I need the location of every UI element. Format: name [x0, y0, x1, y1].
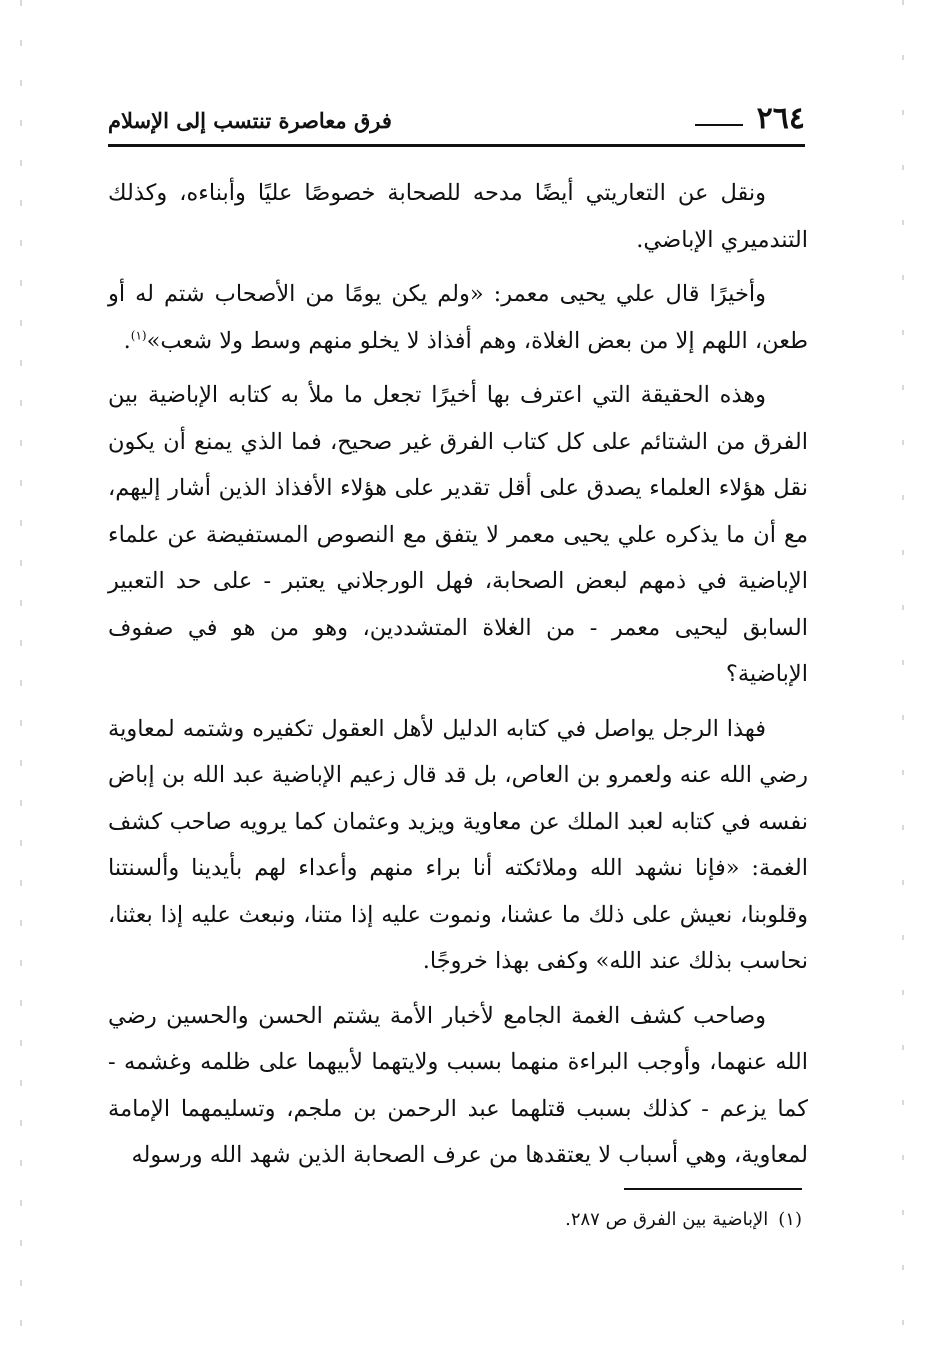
- page-header: [108, 100, 805, 148]
- footnote-rule: [624, 1188, 802, 1190]
- header-rule: [108, 144, 805, 147]
- body-text: [108, 170, 808, 1187]
- paragraph-2-end: .: [123, 327, 131, 354]
- scan-edge-marks: [20, 0, 22, 1358]
- paragraph-2-text: وأخيرًا قال علي يحيى معمر: «ولم يكن يومًا من الأصحاب شتم له أو طعن، اللهم إلا من بعض الغلاة، وهم أفذاذ لا يخلو منهم وسط ولا شعب»: [108, 281, 808, 354]
- footnote-marker: (١): [778, 1209, 802, 1230]
- paragraph-3: وهذه الحقيقة التي اعترف بها أخيرًا تجعل ما ملأ به كتابه الإباضية بين الفرق من الشتائم على كل كتاب الفرق غير صحيح، فما الذي يمنع أن يكون نقل هؤلاء العلماء يصدق على أقل تقدير على هؤلاء الأفذاذ الذين أشار إليهم، مع أن ما يذكره علي يحيى معمر لا يتفق مع النصوص المستفيضة عن علماء الإباضية في ذمهم لبعض الصحابة، فهل الورجلاني يعتبر - على حد التعبير السابق ليحيى معمر - من الغلاة المتشددين، وهو من هو في صفوف الإباضية؟: [108, 382, 808, 687]
- footnote: [152, 1205, 802, 1235]
- paragraph-2: [108, 271, 808, 364]
- page-number: ٢٦٤: [756, 101, 805, 136]
- paragraph-1: ونقل عن التعاريتي أيضًا مدحه للصحابة خصوصًا عليًا وأبناءه، وكذلك التندميري الإباضي.: [108, 180, 808, 253]
- running-title: فرق معاصرة تنتسب إلى الإسلام: [108, 108, 392, 133]
- paragraph-5: وصاحب كشف الغمة الجامع لأخبار الأمة يشتم الحسن والحسين رضي الله عنهما، وأوجب البراءة منهما بسبب ولايتهما لأبيهما على ظلمه وغشمه - كما يزعم - كذلك بسبب قتلهما عبد الرحمن بن ملجم، وتسليمهما الإمامة لمعاوية، وهي أسباب لا يعتقدها من عرف الصحابة الذين شهد الله ورسوله: [108, 1002, 808, 1168]
- footnote-text: الإباضية بين الفرق ص ٢٨٧.: [565, 1209, 769, 1230]
- footnote-reference: (١): [130, 328, 147, 342]
- scan-edge-marks-right: [902, 0, 904, 1358]
- header-rule-short: [695, 124, 743, 126]
- paragraph-4: فهذا الرجل يواصل في كتابه الدليل لأهل العقول تكفيره وشتمه لمعاوية رضي الله عنه ولعمرو بن العاص، بل قد قال زعيم الإباضية عبد الله بن إباض نفسه في كتابه لعبد الملك عن معاوية ويزيد وعثمان كما يرويه صاحب كشف الغمة: «فإنا نشهد الله وملائكته أنا براء منهم وأعداء لهم بأيدينا وألسنتنا وقلوبنا، نعيش على ذلك ما عشنا، ونموت عليه إذا متنا، ونبعث عليه إذا بعثنا، نحاسب بذلك عند الله» وكفى بهذا خروجًا.: [108, 715, 808, 974]
